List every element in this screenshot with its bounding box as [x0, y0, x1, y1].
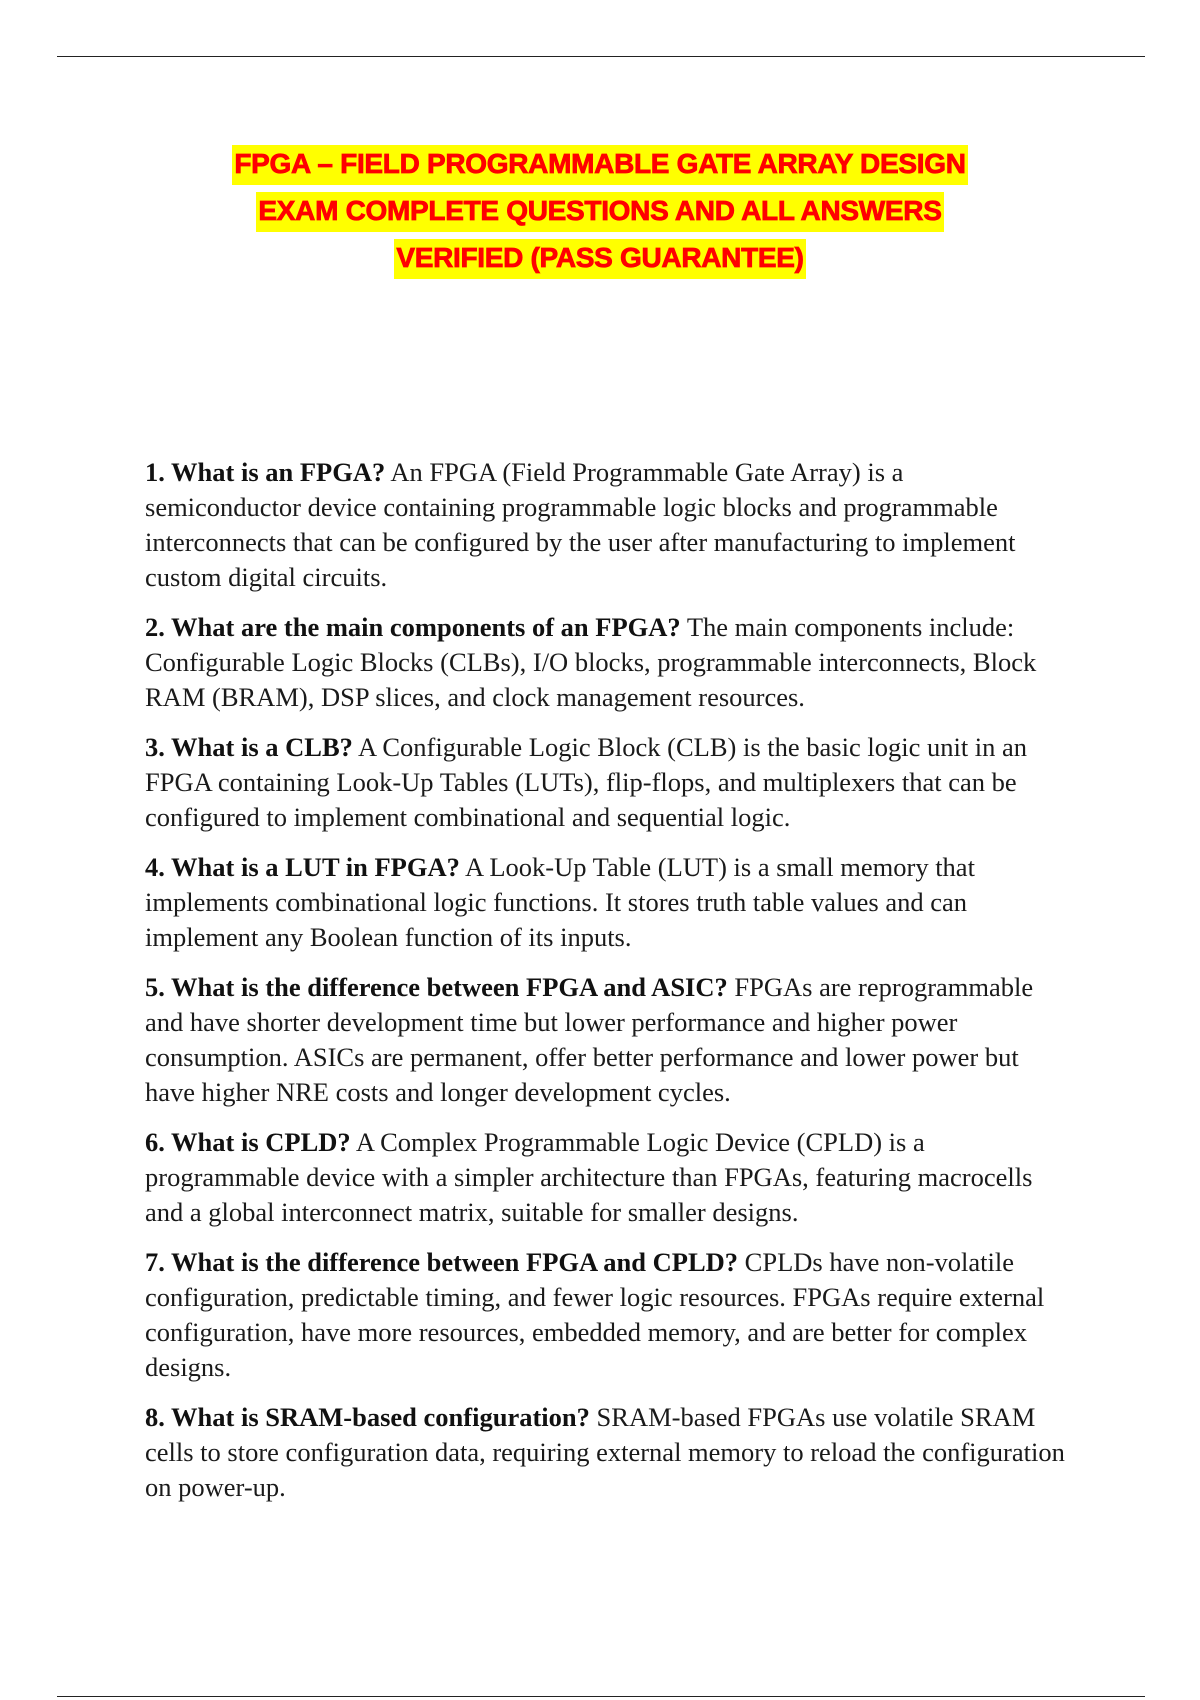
qa-item-5 — [145, 970, 1065, 1110]
qa-item-7 — [145, 1245, 1065, 1385]
title-line-2: EXAM COMPLETE QUESTIONS AND ALL ANSWERS — [256, 192, 943, 232]
answer-6: A Complex Programmable Logic Device (CPLD) is a programmable device with a simpler architecture than FPGAs, featuring macrocells and a global interconnect matrix, suitable for smaller designs. — [145, 1127, 1033, 1227]
qa-item-4 — [145, 850, 1065, 955]
question-8: 8. What is SRAM-based configuration? — [145, 1402, 590, 1432]
qa-item-6 — [145, 1125, 1065, 1230]
document-title — [0, 145, 1200, 286]
title-line-1: FPGA – FIELD PROGRAMMABLE GATE ARRAY DESIGN — [232, 145, 967, 185]
answer-7: CPLDs have non-volatile configuration, predictable timing, and fewer logic resources. FPGAs require external configuration, have more resources, embedded memory, and are better for complex designs. — [145, 1247, 1045, 1382]
question-5: 5. What is the difference between FPGA and ASIC? — [145, 972, 728, 1002]
answer-8: SRAM-based FPGAs use volatile SRAM cells to store configuration data, requiring external memory to reload the configuration on power-up. — [145, 1402, 1065, 1502]
question-6: 6. What is CPLD? — [145, 1127, 351, 1157]
answer-5: FPGAs are reprogrammable and have shorter development time but lower performance and higher power consumption. ASICs are permanent, offer better performance and lower power but have higher NRE costs and longer development cycles. — [145, 972, 1034, 1107]
answer-1: An FPGA (Field Programmable Gate Array) is a semiconductor device containing programmable logic blocks and programmable interconnects that can be configured by the user after manufacturing to implement custom digital circuits. — [145, 457, 1016, 592]
title-line-3: VERIFIED (PASS GUARANTEE) — [394, 239, 805, 279]
answer-4: A Look-Up Table (LUT) is a small memory that implements combinational logic functions. It stores truth table values and can implement any Boolean function of its inputs. — [145, 852, 975, 952]
qa-item-3 — [145, 730, 1065, 835]
answer-3: A Configurable Logic Block (CLB) is the basic logic unit in an FPGA containing Look-Up Tables (LUTs), flip-flops, and multiplexers that can be configured to implement combinational and sequential logic. — [145, 732, 1028, 832]
question-7: 7. What is the difference between FPGA and CPLD? — [145, 1247, 739, 1277]
top-rule — [57, 56, 1145, 57]
question-2: 2. What are the main components of an FPGA? — [145, 612, 681, 642]
bottom-rule — [57, 1696, 1145, 1697]
question-4: 4. What is a LUT in FPGA? — [145, 852, 460, 882]
qa-list — [145, 455, 1065, 1520]
qa-item-1 — [145, 455, 1065, 595]
question-1: 1. What is an FPGA? — [145, 457, 386, 487]
question-3: 3. What is a CLB? — [145, 732, 353, 762]
qa-item-8 — [145, 1400, 1065, 1505]
qa-item-2 — [145, 610, 1065, 715]
answer-2: The main components include: Configurable Logic Blocks (CLBs), I/O blocks, programmable interconnects, Block RAM (BRAM), DSP slices, and clock management resources. — [145, 612, 1037, 712]
